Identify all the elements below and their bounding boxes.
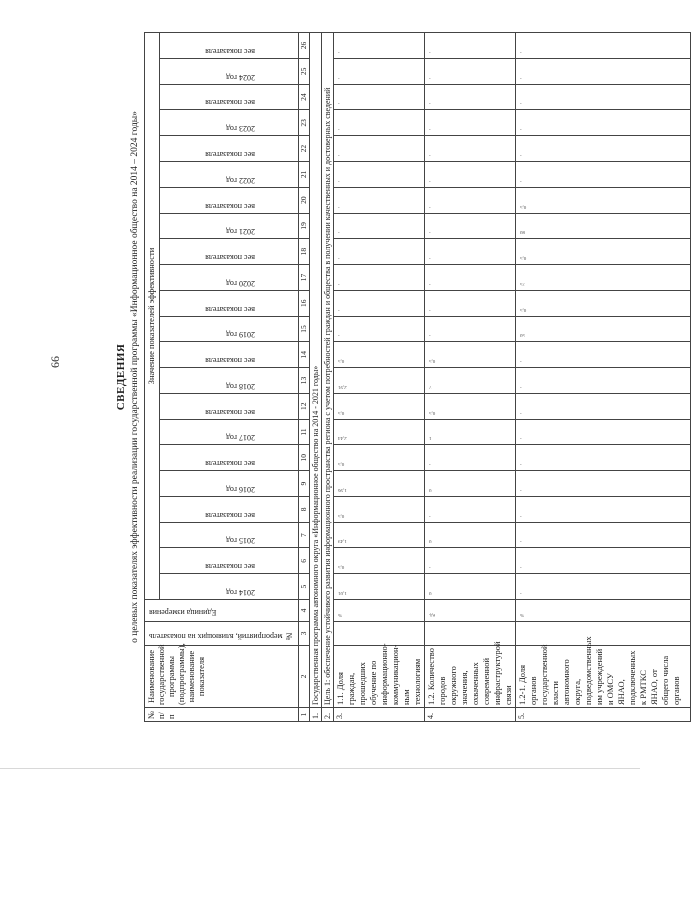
document-subtitle: о целевых показателях эффективности реализации государственной программы «Информационное общество на 2014 – 2024 годы» xyxy=(130,111,140,643)
indicator-value xyxy=(515,342,690,368)
value-text: - xyxy=(337,229,340,235)
value-text: 0 xyxy=(428,486,432,492)
value-text: 1,96 xyxy=(337,486,347,492)
indicator-value xyxy=(424,471,515,497)
value-text: - xyxy=(337,74,340,80)
indicator-value xyxy=(424,58,515,84)
indicator-value xyxy=(333,471,424,497)
value-text: 80 xyxy=(519,229,525,235)
value-text: - xyxy=(519,383,522,389)
indicator-value xyxy=(333,84,424,110)
value-text: 7 xyxy=(428,383,432,389)
year-header xyxy=(160,368,299,394)
indicator-value xyxy=(424,84,515,110)
indicator-name: 1.2-1. Доля органов государственной власти автономного округа, подведомственных им учреждений и ОМСУ ЯНАО, подключенных к РМТКС ЯНАО, от общего числа органов xyxy=(515,646,690,708)
indicator-value xyxy=(515,213,690,239)
value-text: 0,5 xyxy=(519,203,526,209)
value-text: 75 xyxy=(519,280,525,286)
column-number-row xyxy=(298,33,309,722)
year-label: 2024 год xyxy=(226,72,255,82)
column-number: 9 xyxy=(298,471,309,497)
column-number: 5 xyxy=(298,574,309,600)
indicator-unit xyxy=(424,600,515,622)
column-number: 4 xyxy=(298,600,309,622)
page-margin xyxy=(0,768,640,906)
value-text: - xyxy=(337,203,340,209)
indicator-value xyxy=(424,548,515,574)
indicator-events xyxy=(333,622,424,646)
indicator-events xyxy=(515,622,690,646)
value-text: - xyxy=(519,48,522,54)
row-num: 5. xyxy=(515,708,690,722)
value-text: - xyxy=(428,100,431,106)
indicator-value xyxy=(333,548,424,574)
page-number: 66 xyxy=(48,356,62,368)
value-text: 0,5 xyxy=(428,358,435,364)
value-text: - xyxy=(428,48,431,54)
indicator-value xyxy=(333,574,424,600)
value-text: - xyxy=(337,332,340,338)
value-text: 2,44 xyxy=(337,435,347,441)
value-text: - xyxy=(428,229,431,235)
year-header xyxy=(160,574,299,600)
indicator-value xyxy=(515,136,690,162)
weight-label: вес показателя xyxy=(205,98,255,108)
value-text: - xyxy=(428,332,431,338)
year-label: 2022 год xyxy=(226,175,255,185)
weight-label: вес показателя xyxy=(205,46,255,56)
weight-label: вес показателя xyxy=(205,304,255,314)
value-text: 0 xyxy=(428,538,432,544)
year-header xyxy=(160,471,299,497)
events-header-text: № мероприятий, влияющих на показатель xyxy=(149,632,294,641)
unit-value: ед. xyxy=(428,612,435,617)
rotated-content xyxy=(114,32,681,722)
weight-header xyxy=(160,393,299,419)
year-label: 2023 год xyxy=(226,124,255,134)
value-text: 0,5 xyxy=(337,512,344,518)
value-text: 0,5 xyxy=(337,358,344,364)
indicator-value xyxy=(515,445,690,471)
indicator-value xyxy=(424,368,515,394)
column-number: 24 xyxy=(298,84,309,110)
weight-label: вес показателя xyxy=(205,201,255,211)
year-label: 2016 год xyxy=(226,484,255,494)
column-number: 1 xyxy=(298,708,309,722)
goal-row xyxy=(321,33,333,722)
indicator-value xyxy=(424,574,515,600)
column-number: 25 xyxy=(298,58,309,84)
indicator-value xyxy=(515,110,690,136)
column-number: 26 xyxy=(298,33,309,59)
year-label: 2019 год xyxy=(226,330,255,340)
indicator-value xyxy=(333,290,424,316)
indicator-value xyxy=(424,393,515,419)
value-text: - xyxy=(428,126,431,132)
indicator-value xyxy=(515,58,690,84)
indicator-unit xyxy=(515,600,690,622)
indicator-value xyxy=(515,522,690,548)
weight-label: вес показателя xyxy=(205,562,255,572)
indicator-value xyxy=(515,316,690,342)
value-text: - xyxy=(519,177,522,183)
unit-value: % xyxy=(519,612,524,617)
column-number: 19 xyxy=(298,213,309,239)
value-text: - xyxy=(519,512,522,518)
weight-header xyxy=(160,84,299,110)
value-text: - xyxy=(428,203,431,209)
value-text: - xyxy=(519,435,522,441)
indicator-value xyxy=(333,213,424,239)
year-header xyxy=(160,161,299,187)
indicator-value xyxy=(333,33,424,59)
indicator-value xyxy=(333,161,424,187)
col-events-header xyxy=(145,622,299,646)
year-label: 2014 год xyxy=(226,588,255,597)
year-label: 2020 год xyxy=(226,278,255,288)
header-row-1 xyxy=(145,33,160,722)
value-text: - xyxy=(337,126,340,132)
indicator-value xyxy=(424,187,515,213)
weight-label: вес показателя xyxy=(205,253,255,263)
weight-label: вес показателя xyxy=(205,356,255,366)
column-number: 21 xyxy=(298,161,309,187)
value-text: - xyxy=(428,306,431,312)
indicator-value xyxy=(515,290,690,316)
col-name-header: Наименование государственной программы (подпрограммы), наименование показателя xyxy=(145,646,299,708)
indicator-value xyxy=(424,110,515,136)
weight-header xyxy=(160,239,299,265)
value-text: 0,5 xyxy=(337,564,344,570)
indicator-value xyxy=(424,445,515,471)
value-text: 0 xyxy=(428,590,432,595)
year-header xyxy=(160,110,299,136)
indicator-value xyxy=(515,471,690,497)
indicator-value xyxy=(424,316,515,342)
column-number: 16 xyxy=(298,290,309,316)
value-text: - xyxy=(428,564,431,570)
value-text: - xyxy=(428,461,431,467)
indicator-value xyxy=(333,265,424,291)
indicator-value xyxy=(424,522,515,548)
indicator-value xyxy=(424,419,515,445)
row-num: 1. xyxy=(309,708,321,722)
column-number: 8 xyxy=(298,496,309,522)
value-text: 0,5 xyxy=(337,409,344,415)
unit-value: % xyxy=(337,612,342,617)
indicator-value xyxy=(333,316,424,342)
indicator-row xyxy=(515,33,690,722)
indicator-value xyxy=(515,33,690,59)
indicator-value xyxy=(333,496,424,522)
document-title: СВЕДЕНИЯ xyxy=(115,343,127,411)
indicator-row xyxy=(424,33,515,722)
indicator-value xyxy=(424,265,515,291)
year-label: 2017 год xyxy=(226,433,255,443)
year-header xyxy=(160,265,299,291)
indicator-value xyxy=(333,187,424,213)
year-label: 2015 год xyxy=(226,536,255,546)
indicator-value xyxy=(515,187,690,213)
indicator-value xyxy=(515,161,690,187)
col-num-header: № п/п xyxy=(145,708,299,722)
value-text: - xyxy=(519,151,522,157)
column-number: 6 xyxy=(298,548,309,574)
value-text: - xyxy=(337,48,340,54)
indicator-value xyxy=(333,419,424,445)
indicator-value xyxy=(515,368,690,394)
column-number: 15 xyxy=(298,316,309,342)
value-text: - xyxy=(519,100,522,106)
indicator-value xyxy=(515,574,690,600)
weight-label: вес показателя xyxy=(205,510,255,520)
indicator-value xyxy=(333,393,424,419)
indicator-value xyxy=(424,161,515,187)
indicators-table xyxy=(144,32,691,722)
value-text: - xyxy=(519,486,522,492)
indicator-value xyxy=(424,290,515,316)
value-text: - xyxy=(428,280,431,286)
weight-header xyxy=(160,445,299,471)
value-text: - xyxy=(337,151,340,157)
indicator-value xyxy=(333,58,424,84)
value-text: 1,01 xyxy=(337,590,347,595)
column-number: 7 xyxy=(298,522,309,548)
value-text: - xyxy=(519,126,522,132)
year-header xyxy=(160,316,299,342)
indicator-value xyxy=(333,342,424,368)
weight-header xyxy=(160,33,299,59)
row-num: 2. xyxy=(321,708,333,722)
indicator-value xyxy=(424,496,515,522)
weight-header xyxy=(160,342,299,368)
weight-header xyxy=(160,290,299,316)
value-text: 0,5 xyxy=(519,255,526,261)
value-text: - xyxy=(428,177,431,183)
column-number: 10 xyxy=(298,445,309,471)
weight-label: вес показателя xyxy=(205,459,255,469)
row-num: 4. xyxy=(424,708,515,722)
indicator-value xyxy=(333,445,424,471)
indicator-value xyxy=(515,265,690,291)
weight-header xyxy=(160,136,299,162)
indicator-row xyxy=(333,33,424,722)
program-title: Государственная программа автономного округа «Информационное общество на 2014 - 2021 годы» xyxy=(309,33,321,708)
weight-header xyxy=(160,548,299,574)
indicator-value xyxy=(515,239,690,265)
value-text: - xyxy=(519,538,522,544)
column-number: 12 xyxy=(298,393,309,419)
indicator-value xyxy=(333,522,424,548)
value-text: - xyxy=(428,255,431,261)
values-group-header: Значение показателей эффективности xyxy=(145,33,160,600)
year-header xyxy=(160,58,299,84)
value-text: - xyxy=(519,564,522,570)
indicator-value xyxy=(515,496,690,522)
value-text: - xyxy=(337,177,340,183)
value-text: - xyxy=(337,100,340,106)
value-text: 2,91 xyxy=(337,383,347,389)
program-row xyxy=(309,33,321,722)
year-label: 2018 год xyxy=(226,381,255,391)
value-text: 50 xyxy=(519,332,525,338)
year-header xyxy=(160,419,299,445)
column-number: 22 xyxy=(298,136,309,162)
col-unit-header xyxy=(145,600,299,622)
value-text: - xyxy=(519,409,522,415)
value-text: - xyxy=(337,280,340,286)
value-text: - xyxy=(519,461,522,467)
column-number: 2 xyxy=(298,646,309,708)
column-number: 14 xyxy=(298,342,309,368)
indicator-value xyxy=(424,342,515,368)
indicator-value xyxy=(333,110,424,136)
value-text: - xyxy=(337,306,340,312)
indicator-value xyxy=(424,136,515,162)
value-text: 1 xyxy=(428,435,432,441)
indicator-name: 1.2. Количество городов окружного значения, охваченных современной инфраструктурой связи xyxy=(424,646,515,708)
indicator-value xyxy=(515,548,690,574)
column-number: 17 xyxy=(298,265,309,291)
value-text: - xyxy=(519,358,522,364)
goal-text: Цель 1: обеспечение устойчивого развития информационного пространства региона с учетом потребностей граждан и общества в получении качественных и достоверных сведений xyxy=(321,33,333,708)
value-text: 0,5 xyxy=(337,461,344,467)
value-text: 0,5 xyxy=(519,306,526,312)
weight-label: вес показателя xyxy=(205,149,255,159)
value-text: - xyxy=(337,255,340,261)
weight-label: вес показателя xyxy=(205,407,255,417)
indicator-value xyxy=(515,84,690,110)
year-label: 2021 год xyxy=(226,227,255,237)
indicator-value xyxy=(424,239,515,265)
value-text: - xyxy=(428,512,431,518)
column-number: 20 xyxy=(298,187,309,213)
value-text: - xyxy=(428,74,431,80)
value-text: 1,49 xyxy=(337,538,347,544)
value-text: - xyxy=(428,151,431,157)
indicator-value xyxy=(515,419,690,445)
column-number: 23 xyxy=(298,110,309,136)
indicator-value xyxy=(424,33,515,59)
weight-header xyxy=(160,496,299,522)
year-header xyxy=(160,522,299,548)
unit-header-text: Единица измерения xyxy=(149,608,217,617)
indicator-unit xyxy=(333,600,424,622)
weight-header xyxy=(160,187,299,213)
column-number: 18 xyxy=(298,239,309,265)
value-text: 0,5 xyxy=(428,409,435,415)
value-text: - xyxy=(519,590,522,595)
column-number: 3 xyxy=(298,622,309,646)
indicator-name: 1.1. Доля граждан, прошедших обучение по информационно-коммуникацион-ным технологиям xyxy=(333,646,424,708)
indicator-value xyxy=(515,393,690,419)
year-header xyxy=(160,213,299,239)
column-number: 13 xyxy=(298,368,309,394)
indicator-value xyxy=(333,136,424,162)
row-num: 3. xyxy=(333,708,424,722)
value-text: - xyxy=(519,74,522,80)
indicator-value xyxy=(333,368,424,394)
indicator-value xyxy=(333,239,424,265)
column-number: 11 xyxy=(298,419,309,445)
indicator-value xyxy=(424,213,515,239)
